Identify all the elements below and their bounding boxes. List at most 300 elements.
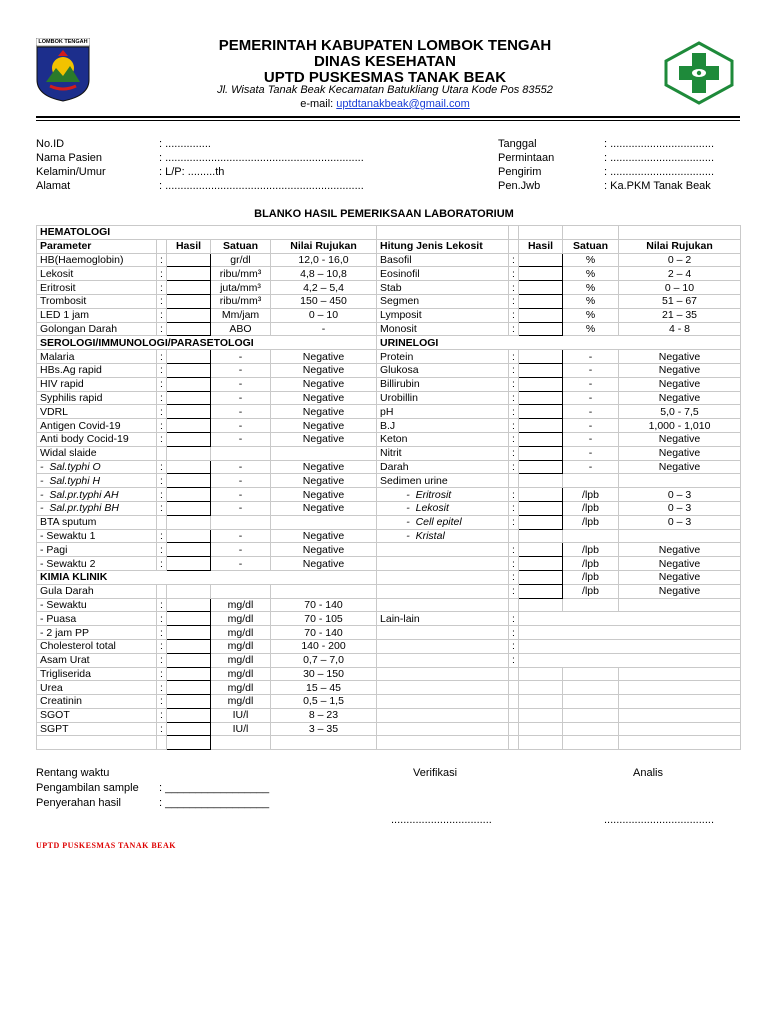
result-input-box[interactable] — [167, 557, 211, 571]
result-input-box[interactable] — [519, 350, 563, 364]
unit: mg/dl — [211, 653, 271, 667]
table-row — [37, 626, 741, 640]
table-cell — [271, 736, 377, 750]
colon-separator: : — [157, 391, 167, 405]
reference-value: Negative — [271, 405, 377, 419]
unit: mg/dl — [211, 667, 271, 681]
parameter-name: - Sal.pr.typhi BH — [37, 501, 157, 515]
table-row — [37, 226, 741, 240]
table-cell — [619, 736, 741, 750]
colon-separator: : — [509, 639, 519, 653]
parameter-name: Anti body Cocid-19 — [37, 432, 157, 446]
table-cell — [509, 226, 519, 240]
parameter-name: Asam Urat — [37, 653, 157, 667]
table-cell — [563, 598, 619, 612]
result-input-box[interactable] — [519, 488, 563, 502]
parameter-name — [377, 653, 509, 667]
result-input-box[interactable] — [519, 294, 563, 308]
result-input-box[interactable] — [167, 639, 211, 653]
unit: - — [563, 432, 619, 446]
patient-field-label: Permintaan — [498, 152, 555, 164]
parameter-name: Monosit — [377, 322, 509, 336]
reference-value: 0 – 10 — [271, 308, 377, 322]
parameter-name: Eritrosit — [37, 281, 157, 295]
result-input-box[interactable] — [167, 667, 211, 681]
result-input-box[interactable] — [167, 722, 211, 736]
parameter-name: Lekosit — [37, 267, 157, 281]
table-cell — [519, 474, 563, 488]
result-input-box[interactable] — [167, 281, 211, 295]
table-cell — [619, 695, 741, 709]
result-input-box[interactable] — [167, 695, 211, 709]
unit: - — [211, 557, 271, 571]
colon-separator: : — [509, 432, 519, 446]
unit: - — [211, 377, 271, 391]
result-input-box[interactable] — [167, 308, 211, 322]
result-input-box[interactable] — [167, 543, 211, 557]
result-input-box[interactable] — [519, 432, 563, 446]
patient-field-label: Alamat — [36, 180, 71, 192]
colon-separator: : — [157, 322, 167, 336]
result-input-box[interactable] — [167, 653, 211, 667]
result-input-box[interactable] — [167, 267, 211, 281]
parameter-name: - Lekosit — [377, 501, 509, 515]
colon-separator: : — [509, 419, 519, 433]
colon-separator: : — [509, 626, 519, 640]
colon-separator: : — [509, 363, 519, 377]
table-cell — [519, 736, 563, 750]
unit: - — [211, 432, 271, 446]
parameter-name: Creatinin — [37, 695, 157, 709]
column-header-satuan: Satuan — [563, 239, 619, 253]
reference-value: Negative — [271, 488, 377, 502]
table-cell — [211, 584, 271, 598]
colon-separator: : — [157, 294, 167, 308]
unit: - — [563, 419, 619, 433]
reference-value: Negative — [619, 570, 741, 584]
parameter-name: - Kristal — [377, 529, 509, 543]
penyerahan-field[interactable]: : _________________ — [159, 797, 270, 809]
table-row — [37, 570, 741, 584]
header-rule-thick — [36, 116, 740, 118]
unit: mg/dl — [211, 681, 271, 695]
header-email-line — [190, 98, 580, 110]
unit: mg/dl — [211, 612, 271, 626]
table-cell — [509, 695, 519, 709]
parameter-name: HB(Haemoglobin) — [37, 253, 157, 267]
unit: Mm/jam — [211, 308, 271, 322]
reference-value: Negative — [619, 543, 741, 557]
table-cell — [509, 722, 519, 736]
table-row — [37, 363, 741, 377]
parameter-name: - Eritrosit — [377, 488, 509, 502]
table-row — [37, 446, 741, 460]
result-input-box[interactable] — [519, 308, 563, 322]
table-row — [37, 281, 741, 295]
parameter-name: Darah — [377, 460, 509, 474]
colon-separator: : — [157, 405, 167, 419]
parameter-name: SGPT — [37, 722, 157, 736]
free-text-area[interactable] — [519, 653, 741, 667]
result-input-box[interactable] — [519, 501, 563, 515]
parameter-name — [377, 570, 509, 584]
table-cell — [509, 529, 519, 543]
district-logo — [36, 38, 90, 102]
parameter-name: Glukosa — [377, 363, 509, 377]
table-cell — [377, 667, 509, 681]
table-row — [37, 377, 741, 391]
table-row — [37, 708, 741, 722]
table-cell — [619, 667, 741, 681]
table-row — [37, 336, 741, 350]
result-input-box[interactable] — [519, 584, 563, 598]
unit: - — [211, 391, 271, 405]
unit: - — [211, 501, 271, 515]
reference-value: 3 – 35 — [271, 722, 377, 736]
result-input-box[interactable] — [167, 501, 211, 515]
unit: - — [563, 350, 619, 364]
colon-separator: : — [509, 405, 519, 419]
patient-field-value[interactable]: : ................................................................. — [159, 180, 364, 192]
reference-value: 0,7 – 7,0 — [271, 653, 377, 667]
colon-separator: : — [157, 695, 167, 709]
result-input-box[interactable] — [519, 363, 563, 377]
result-input-box[interactable] — [519, 543, 563, 557]
table-row — [37, 253, 741, 267]
district-logo-caption: LOMBOK TENGAH — [38, 39, 88, 45]
result-input-box[interactable] — [167, 626, 211, 640]
table-row — [37, 239, 741, 253]
reference-value: Negative — [271, 363, 377, 377]
patient-field-value[interactable]: : Ka.PKM Tanak Beak — [604, 180, 711, 192]
district-emblem-icon — [36, 38, 90, 102]
table-row — [37, 736, 741, 750]
unit: /lpb — [563, 570, 619, 584]
table-row — [37, 501, 741, 515]
patient-field-label: Nama Pasien — [36, 152, 103, 164]
colon-separator: : — [509, 557, 519, 571]
parameter-name: Keton — [377, 432, 509, 446]
parameter-name: Lymposit — [377, 308, 509, 322]
reference-value: Negative — [271, 377, 377, 391]
reference-value: Negative — [271, 432, 377, 446]
parameter-name: LED 1 jam — [37, 308, 157, 322]
result-input-box[interactable] — [167, 708, 211, 722]
unit: /lpb — [563, 501, 619, 515]
parameter-name: Lain-lain — [377, 612, 509, 626]
colon-separator: : — [157, 639, 167, 653]
parameter-name: Eosinofil — [377, 267, 509, 281]
unit: IU/l — [211, 722, 271, 736]
result-input-box[interactable] — [167, 612, 211, 626]
unit: - — [563, 377, 619, 391]
section-heading: SEROLOGI/IMMUNOLOGI/PARASETOLOGI — [37, 336, 377, 350]
parameter-name: VDRL — [37, 405, 157, 419]
parameter-name: B.J — [377, 419, 509, 433]
table-row — [37, 419, 741, 433]
unit: - — [211, 419, 271, 433]
table-cell — [211, 736, 271, 750]
result-input-box[interactable] — [519, 515, 563, 529]
result-input-box[interactable] — [519, 446, 563, 460]
result-input-box[interactable] — [167, 363, 211, 377]
table-cell — [619, 708, 741, 722]
result-input-box[interactable] — [167, 294, 211, 308]
colon-separator: : — [157, 474, 167, 488]
patient-field-label: Pen.Jwb — [498, 180, 541, 192]
result-input-box[interactable] — [519, 322, 563, 336]
parameter-name: HIV rapid — [37, 377, 157, 391]
patient-field-value[interactable]: : .................................. — [604, 166, 715, 178]
reference-value: Negative — [619, 557, 741, 571]
unit: - — [563, 405, 619, 419]
result-input-box[interactable] — [519, 460, 563, 474]
table-row — [37, 432, 741, 446]
result-input-box[interactable] — [167, 377, 211, 391]
table-row — [37, 460, 741, 474]
pengambilan-label: Pengambilan sample — [36, 782, 139, 794]
section-heading: URINELOGI — [377, 336, 741, 350]
unit: - — [563, 363, 619, 377]
colon-separator: : — [509, 322, 519, 336]
column-header-parameter: Parameter — [37, 239, 157, 253]
unit: /lpb — [563, 543, 619, 557]
result-input-box[interactable] — [167, 391, 211, 405]
table-row — [37, 612, 741, 626]
result-input-box[interactable] — [519, 570, 563, 584]
parameter-group-label: BTA sputum — [37, 515, 157, 529]
result-input-box[interactable] — [167, 681, 211, 695]
parameter-name — [377, 584, 509, 598]
result-input-box[interactable] — [519, 377, 563, 391]
reference-value: Negative — [271, 543, 377, 557]
table-row — [37, 557, 741, 571]
parameter-name: Antigen Covid-19 — [37, 419, 157, 433]
table-cell — [377, 708, 509, 722]
reference-value: 140 - 200 — [271, 639, 377, 653]
unit: - — [211, 460, 271, 474]
colon-separator: : — [157, 377, 167, 391]
colon-separator: : — [509, 543, 519, 557]
table-cell — [271, 584, 377, 598]
free-text-area[interactable] — [519, 639, 741, 653]
unit: /lpb — [563, 557, 619, 571]
reference-value: Negative — [271, 460, 377, 474]
result-input-box[interactable] — [519, 253, 563, 267]
colon-separator: : — [157, 681, 167, 695]
reference-value: 70 - 140 — [271, 598, 377, 612]
unit: mg/dl — [211, 598, 271, 612]
table-cell — [519, 226, 563, 240]
result-input-box[interactable] — [519, 281, 563, 295]
reference-value: 0 – 2 — [619, 253, 741, 267]
table-cell — [157, 584, 167, 598]
table-cell — [509, 736, 519, 750]
reference-value: 5,0 - 7,5 — [619, 405, 741, 419]
parameter-name: Golongan Darah — [37, 322, 157, 336]
result-input-box[interactable] — [519, 391, 563, 405]
unit: - — [211, 488, 271, 502]
table-row — [37, 667, 741, 681]
result-input-box[interactable] — [519, 557, 563, 571]
colon-separator: : — [157, 612, 167, 626]
form-title: BLANKO HASIL PEMERIKSAAN LABORATORIUM — [254, 208, 514, 220]
table-cell — [509, 681, 519, 695]
colon-separator: : — [157, 708, 167, 722]
table-cell — [509, 667, 519, 681]
reference-value: 21 – 35 — [619, 308, 741, 322]
parameter-name: Protein — [377, 350, 509, 364]
colon-separator: : — [157, 363, 167, 377]
table-cell — [377, 598, 509, 612]
parameter-name: Billirubin — [377, 377, 509, 391]
patient-field-label: Tanggal — [498, 138, 537, 150]
result-input-box[interactable] — [519, 419, 563, 433]
result-input-box[interactable] — [167, 253, 211, 267]
colon-separator: : — [157, 626, 167, 640]
colon-separator: : — [157, 653, 167, 667]
parameter-name: - Sal.typhi H — [37, 474, 157, 488]
unit: - — [211, 405, 271, 419]
table-cell — [377, 722, 509, 736]
column-header-satuan: Satuan — [211, 239, 271, 253]
table-cell — [157, 515, 167, 529]
table-row — [37, 695, 741, 709]
unit: % — [563, 322, 619, 336]
result-input-box[interactable] — [167, 736, 211, 750]
reference-value: Negative — [271, 529, 377, 543]
result-input-box[interactable] — [167, 405, 211, 419]
column-header-nilai-rujukan: Nilai Rujukan — [271, 239, 377, 253]
parameter-name: SGOT — [37, 708, 157, 722]
reference-value: Negative — [619, 584, 741, 598]
unit: - — [211, 350, 271, 364]
colon-separator: : — [157, 432, 167, 446]
reference-value: 70 - 140 — [271, 626, 377, 640]
parameter-name: Trigliserida — [37, 667, 157, 681]
colon-separator: : — [509, 570, 519, 584]
patient-field-value[interactable]: : .................................. — [604, 152, 715, 164]
parameter-name: - Puasa — [37, 612, 157, 626]
unit: - — [563, 446, 619, 460]
result-input-box[interactable] — [167, 488, 211, 502]
colon-separator: : — [157, 253, 167, 267]
verifikasi-label: Verifikasi — [413, 767, 458, 779]
unit: - — [211, 363, 271, 377]
table-row — [37, 681, 741, 695]
column-header-hasil: Hasil — [167, 239, 211, 253]
reference-value: 12,0 - 16,0 — [271, 253, 377, 267]
result-input-box[interactable] — [167, 350, 211, 364]
table-cell — [271, 515, 377, 529]
reference-value: 15 – 45 — [271, 681, 377, 695]
result-input-box[interactable] — [167, 474, 211, 488]
reference-value: 4,8 – 10,8 — [271, 267, 377, 281]
unit: mg/dl — [211, 639, 271, 653]
result-input-box[interactable] — [167, 460, 211, 474]
result-input-box[interactable] — [167, 598, 211, 612]
table-row — [37, 543, 741, 557]
column-header-parameter: Hitung Jenis Lekosit — [377, 239, 509, 253]
reference-value: 8 – 23 — [271, 708, 377, 722]
analis-label: Analis — [633, 767, 663, 779]
colon-separator: : — [157, 501, 167, 515]
table-cell — [563, 722, 619, 736]
reference-value: 51 – 67 — [619, 294, 741, 308]
table-cell — [519, 695, 563, 709]
result-input-box[interactable] — [167, 322, 211, 336]
colon-separator: : — [509, 294, 519, 308]
reference-value: 4,2 – 5,4 — [271, 281, 377, 295]
rentang-waktu-label: Rentang waktu — [36, 767, 110, 779]
parameter-name — [377, 626, 509, 640]
reference-value: 150 – 450 — [271, 294, 377, 308]
result-input-box[interactable] — [519, 405, 563, 419]
reference-value: - — [271, 322, 377, 336]
colon-separator: : — [157, 267, 167, 281]
result-input-box[interactable] — [167, 432, 211, 446]
verifikasi-signature-line[interactable]: ................................. — [391, 814, 492, 826]
table-cell — [509, 239, 519, 253]
result-input-box[interactable] — [519, 267, 563, 281]
table-row — [37, 653, 741, 667]
unit: % — [563, 253, 619, 267]
parameter-name: - Sewaktu 1 — [37, 529, 157, 543]
table-cell — [519, 598, 563, 612]
unit: - — [563, 460, 619, 474]
colon-separator: : — [157, 557, 167, 571]
parameter-name — [377, 543, 509, 557]
reference-value: Negative — [619, 460, 741, 474]
header-rule-thin — [36, 120, 740, 121]
unit: gr/dl — [211, 253, 271, 267]
patient-field-value[interactable]: : L/P: .........th — [159, 166, 225, 178]
parameter-name — [377, 557, 509, 571]
free-text-area[interactable] — [519, 626, 741, 640]
table-cell — [509, 598, 519, 612]
colon-separator: : — [157, 598, 167, 612]
colon-separator: : — [157, 529, 167, 543]
colon-separator: : — [509, 267, 519, 281]
unit: - — [211, 529, 271, 543]
colon-separator: : — [157, 419, 167, 433]
reference-value: Negative — [619, 446, 741, 460]
patient-field-value[interactable]: : .................................. — [604, 138, 715, 150]
reference-value: 1,000 - 1,010 — [619, 419, 741, 433]
email-link[interactable]: uptdtanakbeak@gmail.com — [336, 98, 470, 110]
puskesmas-cross-icon — [664, 41, 734, 105]
column-header-nilai-rujukan: Nilai Rujukan — [619, 239, 741, 253]
result-input-box[interactable] — [167, 529, 211, 543]
parameter-name: - Sal.typhi O — [37, 460, 157, 474]
patient-field-value[interactable]: : ............... — [159, 138, 211, 150]
analis-signature-line[interactable]: .................................... — [604, 814, 715, 826]
free-text-area[interactable] — [519, 612, 741, 626]
result-input-box[interactable] — [167, 419, 211, 433]
patient-field-value[interactable]: : ................................................................. — [159, 152, 364, 164]
penyerahan-label: Penyerahan hasil — [36, 797, 122, 809]
reference-value: 0,5 – 1,5 — [271, 695, 377, 709]
table-row — [37, 267, 741, 281]
column-header-hasil: Hasil — [519, 239, 563, 253]
pengambilan-field[interactable]: : _________________ — [159, 782, 270, 794]
colon-separator: : — [509, 501, 519, 515]
reference-value: Negative — [619, 391, 741, 405]
reference-value: 2 – 4 — [619, 267, 741, 281]
table-row — [37, 488, 741, 502]
colon-separator: : — [509, 253, 519, 267]
parameter-name: Basofil — [377, 253, 509, 267]
